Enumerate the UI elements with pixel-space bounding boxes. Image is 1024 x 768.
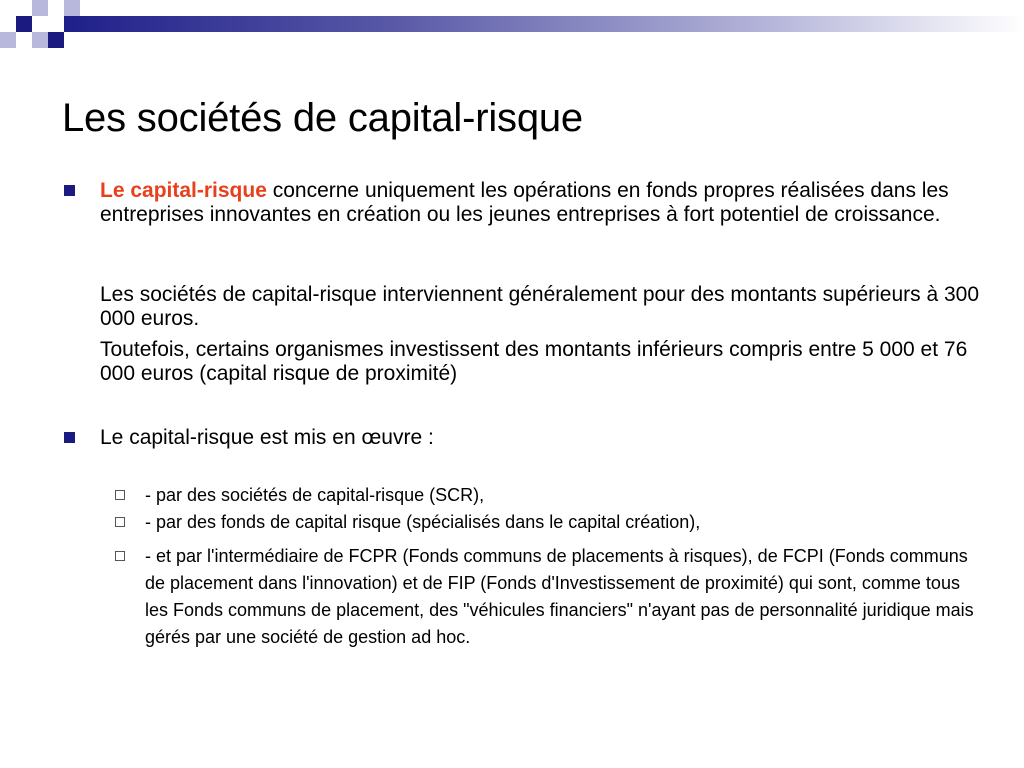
bullet-2-text: Le capital-risque est mis en œuvre : <box>100 426 434 449</box>
slide-title: Les sociétés de capital-risque <box>62 96 583 140</box>
bullet-1-body: concerne uniquement les opérations en fonds propres réalisées dans les entreprises innovantes en création ou les jeunes entreprises à fort potentiel de croissance. <box>100 179 949 226</box>
highlight-term: Le capital-risque <box>100 179 267 202</box>
deco-square <box>64 0 80 16</box>
sub-bullet-square-icon <box>115 490 125 500</box>
header-gradient-bar <box>64 16 1024 32</box>
deco-square <box>0 32 16 48</box>
sub-bullet-square-icon <box>115 551 125 561</box>
deco-square <box>16 16 32 32</box>
bullet-square-icon <box>64 432 75 443</box>
bullet-1-paragraph-3: Toutefois, certains organismes investissent des montants inférieurs compris entre 5 000 et 76 000 euros (capital risque de proximité) <box>100 338 968 385</box>
bullet-square-icon <box>64 185 75 196</box>
header-decoration <box>0 0 1024 60</box>
sub-item-3: - et par l'intermédiaire de FCPR (Fonds communs de placements à risques), de FCPI (Fonds communs de placement dans l'innovation) et de FIP (Fonds d'Investissement de proximité) qui sont, comme tous les Fonds communs de placement, des "véhicules financiers" n'ayant pas de personnalité juridique mais gérés par une société de gestion ad hoc. <box>145 546 974 647</box>
sub-bullet-square-icon <box>115 517 125 527</box>
deco-square <box>48 32 64 48</box>
sub-item-2: - par des fonds de capital risque (spécialisés dans le capital création), <box>145 512 701 532</box>
deco-square <box>32 0 48 16</box>
deco-square <box>32 32 48 48</box>
bullet-1-text <box>100 179 980 227</box>
sub-item-1: - par des sociétés de capital-risque (SCR), <box>145 485 485 505</box>
bullet-1-paragraph-2: Les sociétés de capital-risque interviennent généralement pour des montants supérieurs à 300 000 euros. <box>100 283 980 330</box>
